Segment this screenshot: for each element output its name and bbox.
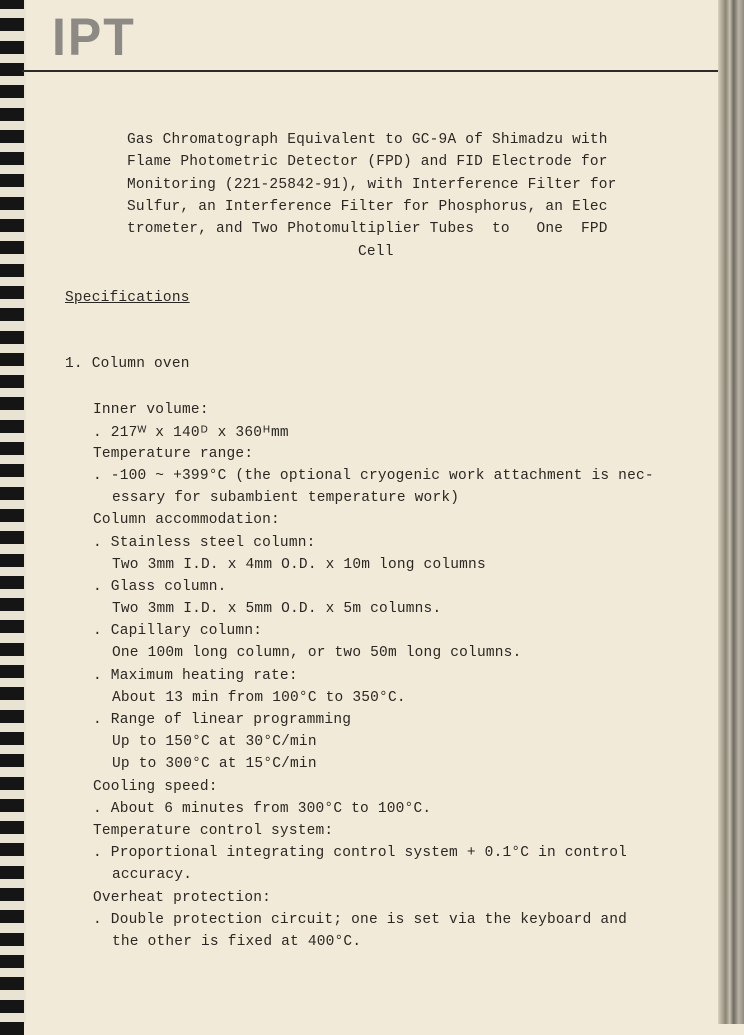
binding-ring: [0, 509, 24, 522]
binding-ring: [0, 554, 24, 567]
title-line: trometer, and Two Photomultiplier Tubes to One FPD: [127, 221, 608, 237]
binding-ring: [0, 866, 24, 879]
spec-line: One 100m long column, or two 50m long columns.: [112, 645, 522, 661]
binding-ring: [0, 620, 24, 633]
binding-ring: [0, 85, 24, 98]
binding-ring: [0, 754, 24, 767]
spec-line: Two 3mm I.D. x 4mm O.D. x 10m long columns: [112, 557, 486, 573]
specifications-heading: Specifications: [65, 290, 190, 306]
spec-line: essary for subambient temperature work): [112, 490, 460, 506]
binding-ring: [0, 576, 24, 589]
spec-line: . -100 ~ +399°C (the optional cryogenic work attachment is nec-: [93, 468, 654, 484]
binding-ring: [0, 152, 24, 165]
spec-line: the other is fixed at 400°C.: [112, 934, 362, 950]
binding-ring: [0, 197, 24, 210]
title-line: Cell: [358, 244, 394, 260]
section-heading: 1. Column oven: [65, 356, 190, 372]
binding-ring: [0, 799, 24, 812]
spec-line: Overheat protection:: [93, 890, 272, 906]
title-line: Flame Photometric Detector (FPD) and FID Electrode for: [127, 154, 608, 170]
spec-line: . 217ᵂ x 140ᴰ x 360ᴴmm: [93, 425, 289, 441]
binding-ring: [0, 0, 24, 9]
binding-ring: [0, 643, 24, 656]
binding-ring: [0, 843, 24, 856]
binding-ring: [0, 41, 24, 54]
binding-ring: [0, 331, 24, 344]
page-edge: [718, 0, 744, 1024]
spec-line: . About 6 minutes from 300°C to 100°C.: [93, 801, 432, 817]
spec-line: Temperature range:: [93, 446, 254, 462]
binding-ring: [0, 888, 24, 901]
binding-ring: [0, 442, 24, 455]
logo: IPT: [52, 7, 136, 67]
title-line: Sulfur, an Interference Filter for Phosphorus, an Elec: [127, 199, 608, 215]
binding-ring: [0, 264, 24, 277]
spec-line: accuracy.: [112, 867, 193, 883]
binding-ring: [0, 108, 24, 121]
binding-ring: [0, 130, 24, 143]
spec-line: . Range of linear programming: [93, 712, 352, 728]
binding-ring: [0, 464, 24, 477]
spec-line: Up to 300°C at 15°C/min: [112, 756, 317, 772]
spec-line: Cooling speed:: [93, 779, 218, 795]
spec-line: . Proportional integrating control system + 0.1°C in control: [93, 845, 628, 861]
binding-ring: [0, 18, 24, 31]
spec-line: . Double protection circuit; one is set via the keyboard and: [93, 912, 628, 928]
binding-ring: [0, 308, 24, 321]
binding-ring: [0, 63, 24, 76]
binding-ring: [0, 665, 24, 678]
binding-ring: [0, 955, 24, 968]
binding-ring: [0, 487, 24, 500]
binding-ring: [0, 531, 24, 544]
binding-ring: [0, 598, 24, 611]
spec-line: Column accommodation:: [93, 512, 280, 528]
spec-line: . Glass column.: [93, 579, 227, 595]
spec-line: Up to 150°C at 30°C/min: [112, 734, 317, 750]
binding-ring: [0, 375, 24, 388]
spec-line: . Stainless steel column:: [93, 535, 316, 551]
spec-line: Two 3mm I.D. x 5mm O.D. x 5m columns.: [112, 601, 442, 617]
header-rule: [22, 70, 718, 72]
binding-ring: [0, 777, 24, 790]
binding-ring: [0, 910, 24, 923]
spiral-binding: [0, 0, 26, 1024]
binding-ring: [0, 933, 24, 946]
binding-ring: [0, 1000, 24, 1013]
spec-line: About 13 min from 100°C to 350°C.: [112, 690, 406, 706]
title-line: Monitoring (221-25842-91), with Interference Filter for: [127, 177, 617, 193]
binding-ring: [0, 687, 24, 700]
spec-line: . Maximum heating rate:: [93, 668, 298, 684]
binding-ring: [0, 286, 24, 299]
spec-line: Inner volume:: [93, 402, 209, 418]
spec-line: . Capillary column:: [93, 623, 263, 639]
binding-ring: [0, 397, 24, 410]
title-line: Gas Chromatograph Equivalent to GC-9A of Shimadzu with: [127, 132, 608, 148]
binding-ring: [0, 710, 24, 723]
binding-ring: [0, 821, 24, 834]
spec-line: Temperature control system:: [93, 823, 334, 839]
binding-ring: [0, 174, 24, 187]
binding-ring: [0, 241, 24, 254]
binding-ring: [0, 977, 24, 990]
binding-ring: [0, 732, 24, 745]
binding-ring: [0, 353, 24, 366]
binding-ring: [0, 219, 24, 232]
binding-ring: [0, 420, 24, 433]
